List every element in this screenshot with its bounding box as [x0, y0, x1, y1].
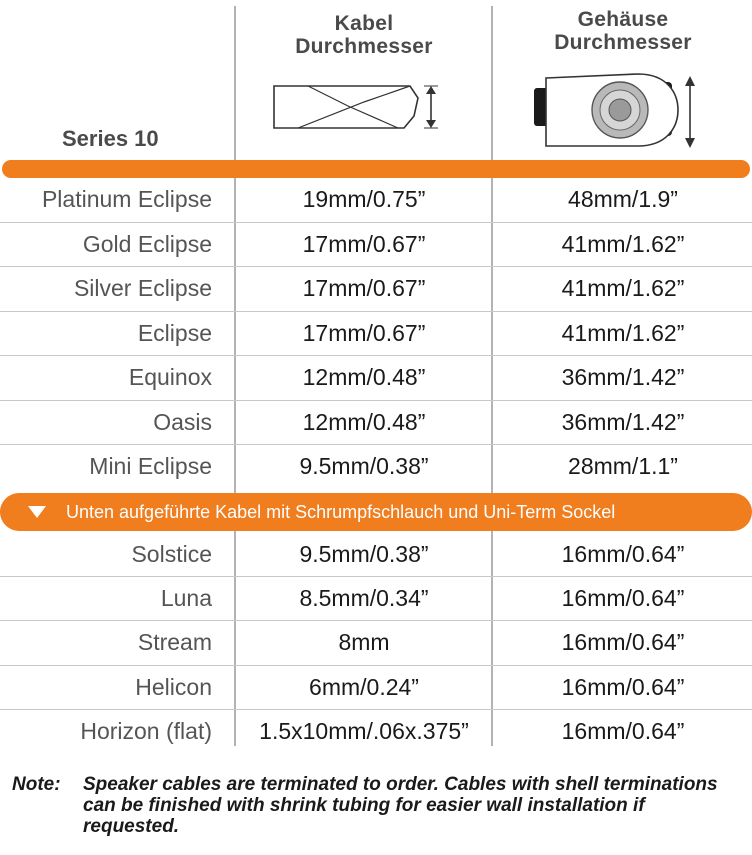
model-name-cell: Silver Eclipse [73, 275, 212, 301]
table-row [0, 222, 752, 266]
header-divider-bar [2, 160, 750, 178]
model-name-cell: Stream [137, 629, 212, 656]
cable-diameter-cell: 12mm/0.48” [302, 408, 426, 435]
shell-diameter-cell: 41mm/1.62” [561, 319, 685, 346]
shell-diameter-heading [494, 8, 752, 54]
shell-diameter-cell: 16mm/0.64” [561, 541, 685, 567]
table-row [0, 576, 752, 620]
shell-diameter-cell: 16mm/0.64” [561, 673, 685, 700]
cable-diameter-cell: 9.5mm/0.38” [299, 541, 429, 567]
model-name-cell: Equinox [128, 364, 212, 390]
cable-diameter-cell: 9.5mm/0.38” [299, 453, 429, 479]
shell-diameter-cell: 16mm/0.64” [561, 629, 685, 656]
table-row [0, 266, 752, 310]
shell-diameter-cell: 36mm/1.42” [561, 408, 685, 435]
cable-diameter-cell: 8mm [338, 629, 390, 656]
cable-diameter-icon [268, 80, 448, 136]
model-name-cell: Mini Eclipse [89, 453, 212, 479]
model-name-cell: Platinum Eclipse [41, 186, 212, 212]
cable-diameter-heading [236, 12, 492, 58]
section-banner-text: Unten aufgeführte Kabel mit Schrumpfschlauch und Uni-Term Sockel [66, 502, 616, 522]
model-name-cell: Horizon (flat) [80, 717, 212, 744]
shell-heading-line2: Durchmesser [554, 31, 692, 54]
footnote-label: Note: [12, 774, 61, 795]
footnote-text: Speaker cables are terminated to order. Cables with shell terminations can be finished with shrink tubing for easier wall installation if requested. [83, 774, 718, 837]
shell-diameter-cell: 16mm/0.64” [561, 585, 685, 612]
shell-diameter-cell: 28mm/1.1” [568, 453, 678, 479]
table-row [0, 620, 752, 664]
cable-diameter-cell: 6mm/0.24” [309, 673, 419, 700]
down-triangle-icon [28, 506, 46, 518]
table-row [0, 532, 752, 576]
table-row [0, 709, 752, 753]
model-name-cell: Oasis [153, 408, 212, 435]
model-name-cell: Eclipse [137, 319, 212, 346]
model-name-cell: Helicon [135, 673, 212, 700]
section-banner [0, 493, 752, 531]
cable-heading-line1: Kabel [334, 12, 394, 35]
table-row [0, 177, 752, 221]
model-name-cell: Luna [160, 585, 212, 612]
table-row [0, 400, 752, 444]
model-name-cell: Solstice [131, 541, 212, 567]
model-name-cell: Gold Eclipse [82, 230, 212, 257]
cable-diameter-cell: 8.5mm/0.34” [299, 585, 429, 612]
table-row [0, 355, 752, 399]
shell-heading-line1: Gehäuse [577, 8, 669, 31]
cable-diameter-cell: 12mm/0.48” [302, 364, 426, 390]
shell-diameter-cell: 41mm/1.62” [561, 230, 685, 257]
cable-diameter-cell: 17mm/0.67” [302, 230, 426, 257]
cable-diameter-cell: 17mm/0.67” [302, 275, 426, 301]
cable-diameter-cell: 1.5x10mm/.06x.375” [259, 717, 469, 744]
series-label: Series 10 [62, 126, 159, 151]
shell-diameter-icon [528, 66, 718, 156]
cable-diameter-cell: 17mm/0.67” [302, 319, 426, 346]
shell-diameter-cell: 48mm/1.9” [568, 186, 678, 212]
shell-diameter-cell: 36mm/1.42” [561, 364, 685, 390]
table-row [0, 665, 752, 709]
shell-diameter-cell: 41mm/1.62” [561, 275, 685, 301]
shell-diameter-cell: 16mm/0.64” [561, 717, 685, 744]
cable-diameter-cell: 19mm/0.75” [302, 186, 426, 212]
cable-heading-line2: Durchmesser [295, 35, 433, 58]
table-row [0, 444, 752, 488]
table-row [0, 311, 752, 355]
